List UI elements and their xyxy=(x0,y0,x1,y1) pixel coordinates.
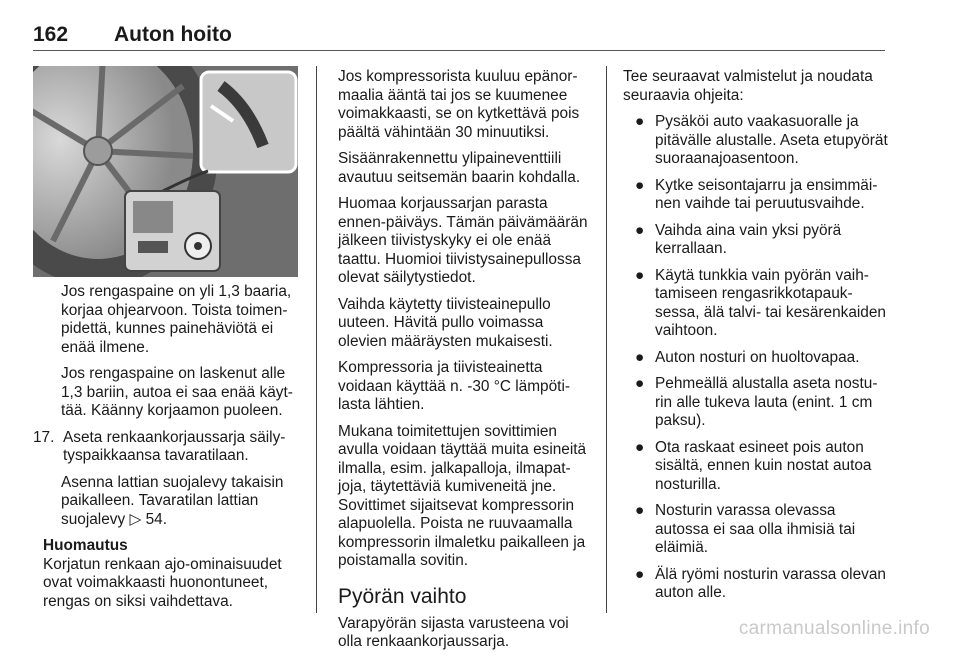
bullet-icon: ● xyxy=(635,438,645,456)
illustration-svg xyxy=(33,66,298,277)
bullet-icon: ● xyxy=(635,565,645,583)
list-item: ● Kytke seisontajarru ja ensimmäinen vaihde tai peruutusvaihde. xyxy=(635,176,878,212)
list-item: ● Vaihda aina vain yksi pyörä kerrallaan. xyxy=(635,221,842,257)
floor-cover-text: Asenna lattian suojalevy takaisin paikalleen. Tavaratilan lattian suojalevy xyxy=(61,473,284,528)
intro-paragraph: Tee seuraavat valmistelut ja noudata seuraavia ohjeita: xyxy=(623,68,873,104)
section-heading: Pyörän vaihto xyxy=(338,584,467,608)
temperature-paragraph: Kompressoria ja tiivisteainetta voidaan käyttää n. -30 °C lämpötilasta lähtien. xyxy=(338,359,571,413)
spare-wheel-paragraph: Varapyörän sijasta varusteena voi olla renkaankorjaussarja. xyxy=(338,614,569,650)
adapters-paragraph: Mukana toimitettujen sovittimien avulla voidaan täyttää muita esineitä ilmalla, esim. jalkapalloja, ilmapatjoja, täytettäviä kumiveneitä jne. Sovittimet sijaitsevat kompressorin alapuolella. Poista ne ruuvaamalla kompressorin ilmaletku paikalleen ja poistamalla sovitin. xyxy=(338,422,587,569)
list-item: ● Älä ryömi nosturin varassa olevan auton alle. xyxy=(635,565,886,601)
column-divider xyxy=(316,66,317,613)
pressure-high-paragraph: Jos rengaspaine on yli 1,3 baaria, korjaa ohjearvoon. Toista toimenpidettä, kunnes painehäviötä ei enää ilmene. xyxy=(61,283,292,356)
list-item: ● Auton nosturi on huoltovapaa. xyxy=(635,348,860,366)
expiry-paragraph: Huomaa korjaussarjan parasta ennen-päiväys. Tämän päivämäärän jälkeen tiivistyskyky ei ole enää taattu. Huomioi tiivistysainepullossa olevat säilytystiedot. xyxy=(338,195,588,286)
watermark: carmanualsonline.info xyxy=(738,618,930,639)
list-item-text: Aseta renkaankorjaussarja säilytyspaikkaansa tavaratilaan. xyxy=(63,428,286,464)
bullet-icon: ● xyxy=(635,502,645,519)
compressor-noise-paragraph: Jos kompressorista kuuluu epänormaalia ääntä tai jos se kuumenee voimakkaasti, se on kytkettävä pois päältä vähintään 30 minuutiksi. xyxy=(338,68,580,141)
bullet-icon: ● xyxy=(635,113,645,130)
page-reference[interactable]: 54. xyxy=(145,510,167,528)
bullet-icon: ● xyxy=(635,221,645,239)
list-item: ● Ota raskaat esineet pois auton sisältä, ennen kuin nostat autoa nosturilla. xyxy=(635,438,872,493)
column-3 xyxy=(623,68,888,611)
bullet-list xyxy=(623,113,888,603)
floor-cover-paragraph xyxy=(33,474,299,530)
pressure-valve-paragraph: Sisäänrakennettu ylipaineventtiili avautuu seitsemän baarin kohdalla. xyxy=(338,150,581,186)
bullet-icon: ● xyxy=(635,348,645,366)
column-1 xyxy=(33,283,299,611)
tire-compressor-illustration xyxy=(33,66,298,277)
list-number: 17. xyxy=(33,428,55,446)
pressure-low-paragraph: Jos rengaspaine on laskenut alle 1,3 bariin, autoa ei saa enää käyttää. Käänny korjaamon puoleen. xyxy=(61,365,293,419)
bullet-icon: ● xyxy=(635,176,645,194)
list-item-17 xyxy=(33,429,299,466)
bottle-replace-paragraph: Vaihda käytetty tiivisteainepullo uuteen. Hävitä pullo voimassa olevien määräysten mukaisesti. xyxy=(338,295,553,350)
note-text: Korjatun renkaan ajo-ominaisuudet ovat voimakkaasti huonontuneet, rengas on siksi vaihdettava. xyxy=(43,555,282,610)
page-number: 162 xyxy=(33,23,69,46)
column-divider xyxy=(606,66,607,613)
list-item: ● Nosturin varassa olevassa autossa ei saa olla ihmisiä tai eläimiä. xyxy=(635,502,856,556)
note-block xyxy=(33,537,299,611)
page-header xyxy=(33,14,885,51)
note-title: Huomautus xyxy=(43,537,128,554)
list-item: ● Pysäköi auto vaakasuoralle ja pitävälle alustalle. Aseta etupyörät suoraanajoasentoon. xyxy=(635,113,888,167)
list-item: ● Pehmeällä alustalla aseta nosturin alle tukeva lauta (enint. 1 cm paksu). xyxy=(635,375,878,429)
bullet-icon: ● xyxy=(635,266,645,284)
column-2 xyxy=(338,68,591,660)
bullet-icon: ● xyxy=(635,375,645,392)
list-item: ● Käytä tunkkia vain pyörän vaihtamiseen rengasrikkotapauksessa, älä talvi- tai kesärenkaiden vaihtoon. xyxy=(635,266,886,339)
page-reference-icon[interactable]: ▷ xyxy=(129,510,142,528)
page-title: Auton hoito xyxy=(114,23,232,46)
